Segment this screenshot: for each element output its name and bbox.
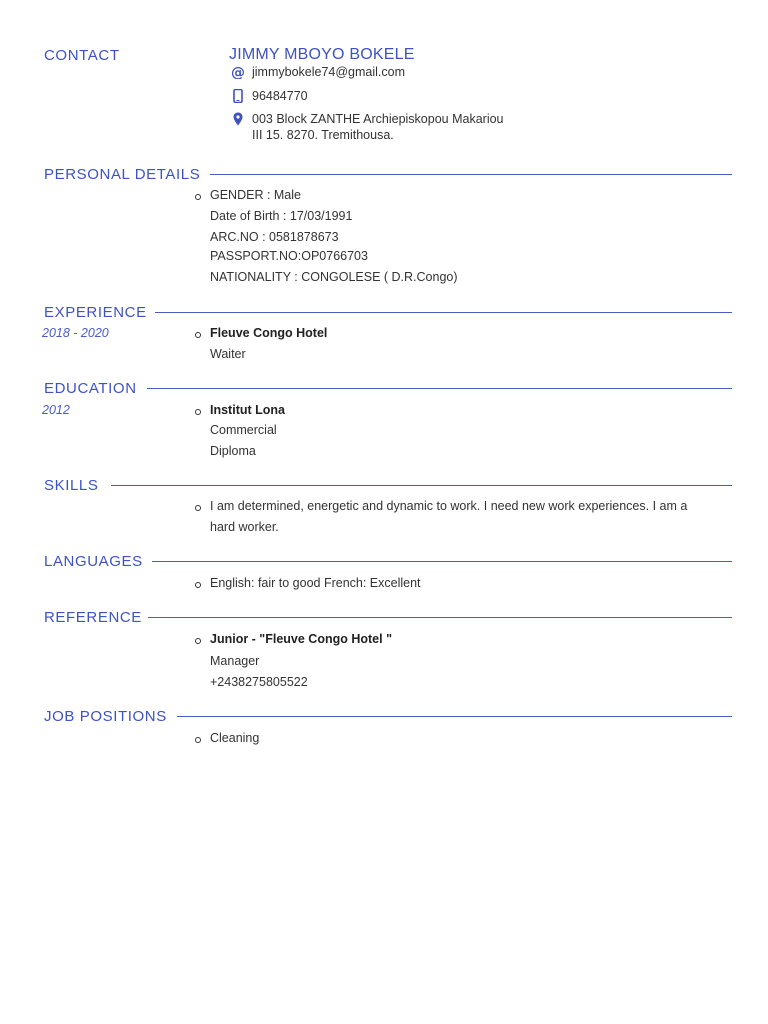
personal-line: Date of Birth : 17/03/1991 <box>210 209 353 223</box>
phone-text: 96484770 <box>252 89 308 103</box>
phone-icon <box>231 89 245 103</box>
skills-text-line-2: hard worker. <box>210 520 279 534</box>
education-divider <box>147 388 732 389</box>
reference-bullet <box>195 638 201 644</box>
contact-heading: CONTACT <box>44 47 120 64</box>
education-school: Institut Lona <box>210 403 285 417</box>
education-bullet <box>195 409 201 415</box>
reference-phone: +2438275805522 <box>210 675 308 689</box>
skills-divider <box>111 485 732 486</box>
email-text: jimmybokele74@gmail.com <box>252 65 406 79</box>
experience-role: Waiter <box>210 347 246 361</box>
skills-text-line-1: I am determined, energetic and dynamic to work. I need new work experiences. I am a <box>210 499 688 513</box>
personal-line: PASSPORT.NO:OP0766703 <box>210 249 368 263</box>
skills-heading: SKILLS <box>44 477 104 494</box>
job-positions-bullet <box>195 737 201 743</box>
svg-text:@: @ <box>231 65 245 79</box>
experience-company: Fleuve Congo Hotel <box>210 326 328 340</box>
languages-text: English: fair to good French: Excellent <box>210 576 421 590</box>
education-date: 2012 <box>42 403 70 417</box>
languages-heading: LANGUAGES <box>44 553 149 570</box>
experience-date: 2018 - 2020 <box>42 326 109 340</box>
reference-heading: REFERENCE <box>44 609 148 626</box>
job-positions-divider <box>177 716 732 717</box>
map-pin-icon <box>231 112 245 126</box>
address-line-2: III 15. 8270. Tremithousa. <box>252 128 394 142</box>
languages-bullet <box>195 582 201 588</box>
experience-bullet <box>195 332 201 338</box>
personal-line: NATIONALITY : CONGOLESE ( D.R.Congo) <box>210 270 458 284</box>
reference-title: Manager <box>210 654 260 668</box>
personal-line: GENDER : Male <box>210 188 301 202</box>
personal-divider <box>210 174 732 175</box>
reference-name: Junior - "Fleuve Congo Hotel " <box>210 632 392 646</box>
languages-divider <box>152 561 732 562</box>
personal-line: ARC.NO : 0581878673 <box>210 230 339 244</box>
personal-bullet <box>195 194 201 200</box>
at-sign-icon <box>231 65 245 79</box>
job-positions-item: Cleaning <box>210 731 260 745</box>
personal-heading: PERSONAL DETAILS <box>44 166 206 183</box>
education-degree: Diploma <box>210 444 256 458</box>
experience-heading: EXPERIENCE <box>44 304 153 321</box>
reference-divider <box>148 617 732 618</box>
candidate-name: JIMMY MBOYO BOKELE <box>229 46 415 63</box>
experience-divider <box>155 312 732 313</box>
education-field: Commercial <box>210 423 277 437</box>
skills-bullet <box>195 505 201 511</box>
job-positions-heading: JOB POSITIONS <box>44 708 173 725</box>
education-heading: EDUCATION <box>44 380 143 397</box>
address-line-1: 003 Block ZANTHE Archiepiskopou Makariou <box>252 112 504 126</box>
